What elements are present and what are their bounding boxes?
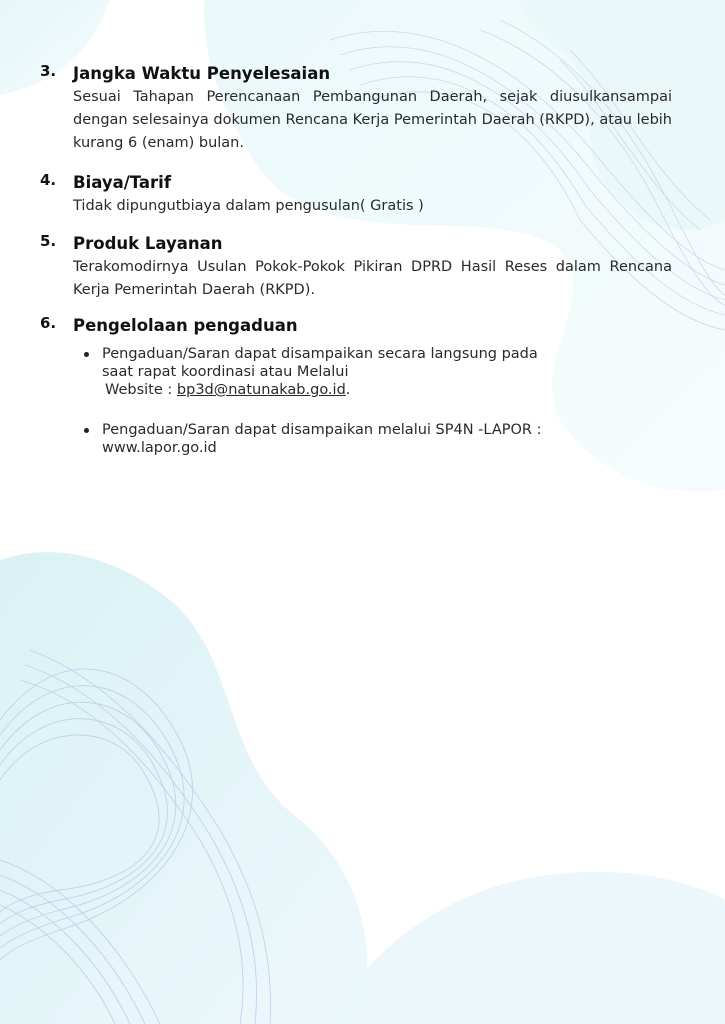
lapor-link[interactable]: www.lapor.go.id: [102, 440, 217, 456]
section-complaint-management: [40, 314, 672, 338]
section-completion-time: [40, 62, 672, 155]
section-number: 5.: [40, 232, 57, 250]
complaint-bullet-list: [80, 345, 640, 457]
list-item: [80, 421, 640, 457]
section-heading: Biaya/Tarif: [73, 173, 172, 192]
section-heading: Produk Layanan: [73, 234, 223, 253]
website-label: Website :: [105, 382, 173, 398]
section-number: 6.: [40, 314, 57, 332]
section-heading: Jangka Waktu Penyelesaian: [73, 64, 331, 83]
section-number: 3.: [40, 62, 57, 80]
section-heading: Pengelolaan pengaduan: [73, 316, 298, 335]
section-body: Terakomodirnya Usulan Pokok-Pokok Pikiran DPRD Hasil Reses dalam Rencana Kerja Pemerintah Daerah (RKPD).: [73, 259, 672, 298]
website-suffix: .: [345, 382, 351, 398]
list-item: [80, 345, 640, 399]
section-cost: [40, 171, 672, 218]
section-body: Tidak dipungutbiaya dalam pengusulan( Gratis ): [73, 198, 424, 214]
website-line: [102, 381, 640, 399]
section-service-product: [40, 232, 672, 302]
section-number: 4.: [40, 171, 57, 189]
bullet-icon: [84, 428, 89, 433]
section-body: Sesuai Tahapan Perencanaan Pembangunan Daerah, sejak diusulkansampai dengan selesainya dokumen Rencana Kerja Pemerintah Daerah (RKPD), atau lebih kurang 6 (enam) bulan.: [73, 89, 672, 151]
bullet-line: Pengaduan/Saran dapat disampaikan melalui SP4N -LAPOR :: [102, 422, 542, 438]
website-link[interactable]: bp3d@natunakab.go.id: [176, 382, 346, 398]
bullet-line: Pengaduan/Saran dapat disampaikan secara langsung pada: [102, 346, 538, 362]
bullet-line: saat rapat koordinasi atau Melalui: [102, 364, 349, 380]
bullet-icon: [84, 352, 89, 357]
